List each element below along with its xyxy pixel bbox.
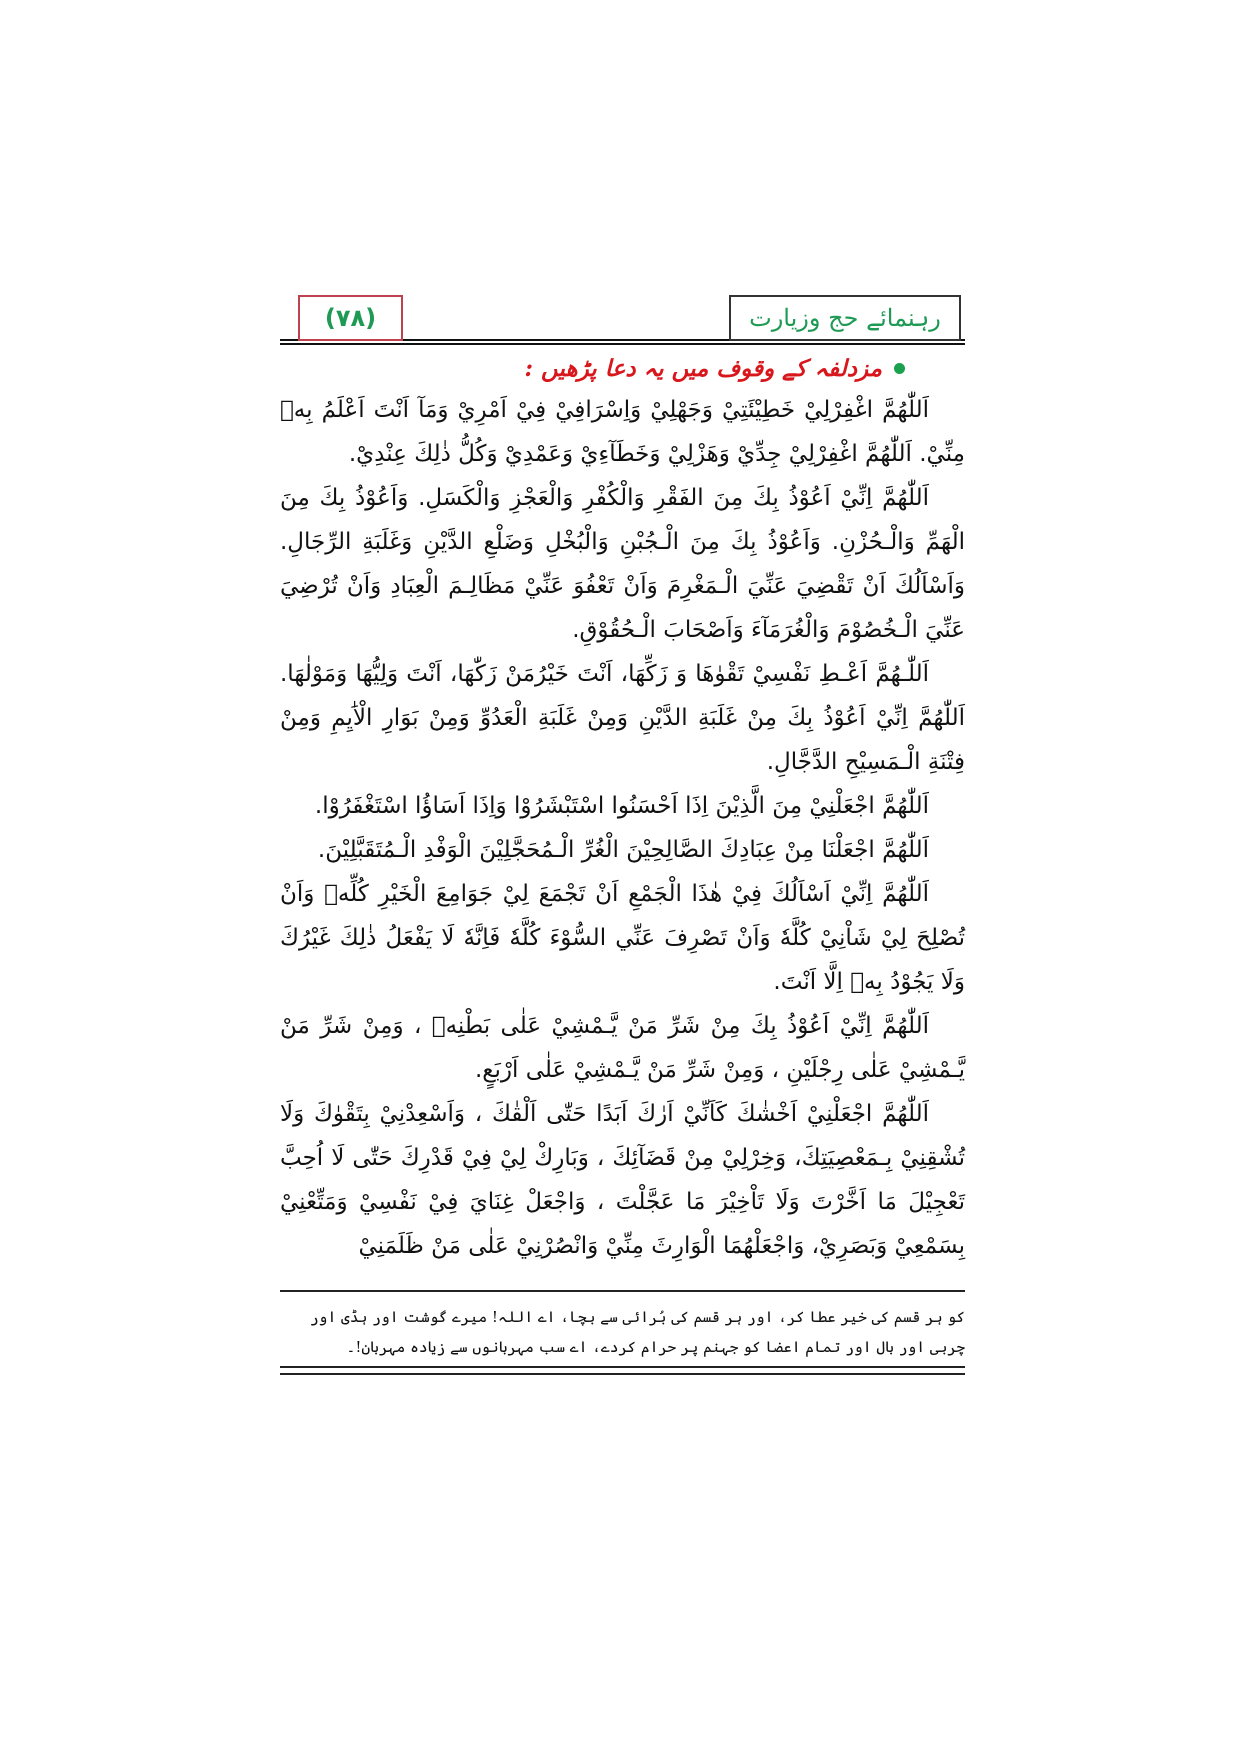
dua-text-body <box>280 388 965 1268</box>
section-subheading <box>280 355 905 382</box>
book-title-box <box>729 295 961 341</box>
dua-paragraph: اَللّٰهُمَّ اجْعَلْنَا مِنْ عِبَادِكَ الصَّالِحِيْنَ الْغُرِّ الْـمُحَجَّلِيْنَ الْوَفْدِ الْـمُتَقَبَّلِيْنَ. <box>317 837 929 863</box>
dua-paragraph: اَللّٰهُمَّ اِنِّيْ اَعُوْذُ بِكَ مِنَ الفَقْرِ وَالْكُفْرِ وَالْعَجْزِ وَالْكَسَلِ. وَاَعُوْذُ بِكَ مِنَ الْهَمِّ وَالْـحُزْنِ. وَاَعُوْذُ بِكَ مِنَ الْـجُبْنِ وَالْبُخْلِ وَضَلْعِ الدَّيْنِ وَغَلَبَةِ الرِّجَالِ. وَاَسْاَلُكَ اَنْ تَقْضِيَ عَنِّيَ الْـمَغْرِمَ وَاَنْ تَعْفُوَ عَنِّيْ مَظَالِـمَ الْعِبَادِ وَاَنْ تُرْضِيَ عَنِّيَ الْـخُصُوْمَ وَالْغُرَمَآءَ وَاَصْحَابَ الْـحُقُوْقِ. <box>280 485 965 643</box>
page-number-box <box>298 295 403 341</box>
page-header <box>280 295 965 345</box>
dua-paragraph: اَللّٰهُمَّ اِنِّيْ اَسْاَلُكَ فِيْ هٰذَا الْجَمْعِ اَنْ تَجْمَعَ لِيْ جَوَامِعَ الْخَيْرِ كُلِّهٖ وَاَنْ تُصْلِحَ لِيْ شَاْنِيْ كُلَّهٗ وَاَنْ تَصْرِفَ عَنِّي السُّوْءَ كُلَّهٗ فَاِنَّهٗ لَا يَفْعَلُ ذٰلِكَ غَيْرُكَ وَلَا يَجُوْدُ بِهٖ اِلَّا اَنْتَ. <box>280 881 965 995</box>
dua-paragraph: اَللّٰهُمَّ اِنِّيْ اَعُوْذُ بِكَ مِنْ شَرِّ مَنْ يَّـمْشِيْ عَلٰى بَطْنِهٖ ، وَمِنْ شَرِّ مَنْ يَّـمْشِيْ عَلٰى رِجْلَيْنِ ، وَمِنْ شَرِّ مَنْ يَّـمْشِيْ عَلٰى اَرْبَعٍ. <box>280 1013 965 1083</box>
bullet-dot-icon <box>894 363 905 374</box>
page-number: (٧٨) <box>324 304 377 332</box>
translation-footnote <box>280 1290 965 1362</box>
book-title: رہنمائے حج وزیارت <box>749 304 941 332</box>
dua-paragraph: اَللّٰهُمَّ اجْعَلْنِيْ اَخْشٰكَ كَاَنِّيْ اَرٰكَ اَبَدًا حَتّٰى اَلْقٰكَ ، وَاَسْعِدْنِيْ بِتَقْوٰكَ وَلَا تُشْقِنِيْ بِـمَعْصِيَتِكَ، وَخِرْلِيْ مِنْ قَضَآئِكَ ، وَبَارِكْ لِيْ فِيْ قَدْرِكَ حَتّٰى لَا اُحِبَّ تَعْجِيْلَ مَا اَخَّرْتَ وَلَا تَاْخِيْرَ مَا عَجَّلْتَ ، وَاجْعَلْ غِنَايَ فِيْ نَفْسِيْ وَمَتِّعْنِيْ بِسَمْعِيْ وَبَصَرِيْ، وَاجْعَلْهُمَا الْوَارِثَ مِنِّيْ وَانْصُرْنِيْ عَلٰى مَنْ ظَلَمَنِيْ <box>280 1101 965 1259</box>
dua-paragraph: اَللّٰهُمَّ اغْفِرْلِيْ خَطِيْئَتِيْ وَجَهْلِيْ وَاِسْرَافِيْ فِيْ اَمْرِيْ وَمَآ اَنْتَ اَعْلَمُ بِهٖ مِنِّيْ. اَللّٰهُمَّ اغْفِرْلِيْ جِدِّيْ وَهَزْلِيْ وَخَطَآءِيْ وَعَمْدِيْ وَكُلُّ ذٰلِكَ عِنْدِيْ. <box>280 397 965 467</box>
footnote-double-rule <box>280 1366 965 1375</box>
dua-paragraph: اَللّٰهُمَّ اجْعَلْنِيْ مِنَ الَّذِيْنَ اِذَا اَحْسَنُوا اسْتَبْشَرُوْا وَاِذَا اَسَاؤُا اسْتَغْفَرُوْا. <box>314 793 929 819</box>
dua-paragraph: اَللّٰـهُمَّ اَعْـطِ نَفْسِيْ تَقْوٰهَا وَ زَكِّهَا، اَنْتَ خَيْرُمَنْ زَكّٰهَا، اَنْتَ وَلِيُّهَا وَمَوْلٰهَا. اَللّٰهُمَّ اِنِّيْ اَعُوْذُ بِكَ مِنْ غَلَبَةِ الدَّيْنِ وَمِنْ غَلَبَةِ الْعَدُوِّ وَمِنْ بَوَارِ الْاَٰيِمِ وَمِنْ فِتْنَةِ الْـمَسِيْحِ الدَّجَّالِ. <box>280 661 965 775</box>
book-page <box>280 295 965 1375</box>
footnote-text: کو ہر قسم کی خیر عطا کر، اور ہر قسم کی بُرائی سے بچا، اے اللہ! میرے گوشت اور ہڈی اور چربی اور بال اور تمام اعضا کو جہنم پر حرام کردے، اے سب مہربانوں سے زیادہ مہربان!۔ <box>309 1308 965 1356</box>
subheading-text: مزدلفہ کے وقوف میں یہ دعا پڑھیں : <box>524 355 882 382</box>
